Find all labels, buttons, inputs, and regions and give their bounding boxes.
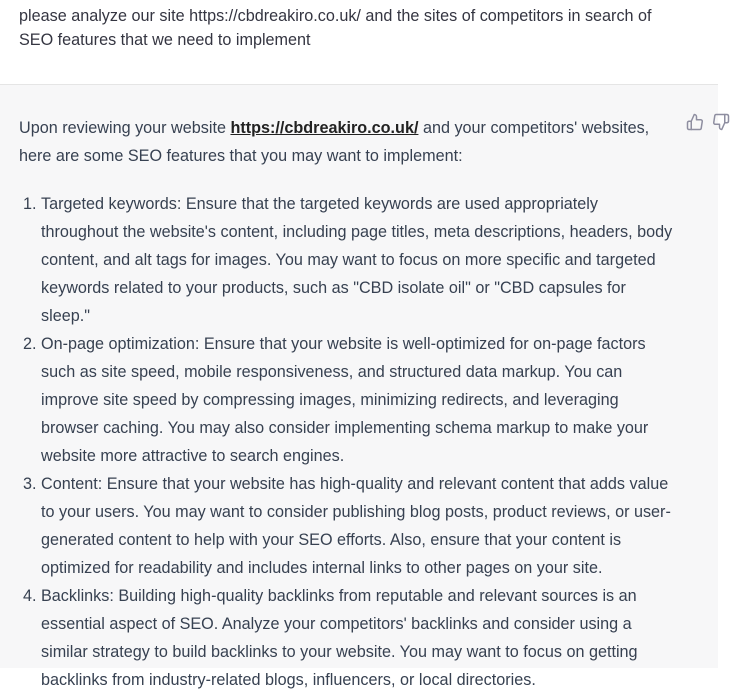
intro-text-start: Upon reviewing your website bbox=[19, 119, 231, 137]
user-message-text: please analyze our site https://cbdreakiro.co.uk/ and the sites of competitors in search of SEO features that we need to implement bbox=[19, 7, 652, 49]
thumbs-up-icon[interactable] bbox=[686, 113, 704, 131]
assistant-message bbox=[0, 85, 718, 689]
reply-intro bbox=[19, 114, 679, 170]
thumbs-down-icon[interactable] bbox=[712, 113, 730, 131]
intro-text-end: and your competitors' websites, here are some SEO features that you may want to implement: bbox=[19, 119, 650, 165]
user-message bbox=[0, 0, 718, 84]
list-item: 2. On-page optimization: Ensure that your website is well-optimized for on-page factors such as site speed, mobile responsiveness, and structured data markup. You can improve site speed by compressing images, minimizing redirects, and leveraging browser caching. You may also consider implementing schema markup to make your website more attractive to search engines. bbox=[41, 330, 679, 470]
seo-feature-list bbox=[19, 190, 679, 694]
list-item: 4. Backlinks: Building high-quality backlinks from reputable and relevant sources is an essential aspect of SEO. Analyze your competitors' backlinks and consider using a similar strategy to build backlinks to your website. You may want to focus on getting backlinks from industry-related blogs, influencers, or local directories. bbox=[41, 582, 679, 694]
assistant-reply bbox=[19, 114, 679, 694]
feedback-icons bbox=[678, 113, 718, 135]
list-item: 1. Targeted keywords: Ensure that the targeted keywords are used appropriately throughout the website's content, including page titles, meta descriptions, headers, body content, and alt tags for images. You may want to focus on more specific and targeted keywords related to your products, such as "CBD isolate oil" or "CBD capsules for sleep." bbox=[41, 190, 679, 330]
site-link[interactable]: https://cbdreakiro.co.uk/ bbox=[230, 119, 419, 137]
list-item: 3. Content: Ensure that your website has high-quality and relevant content that adds value to your users. You may want to consider publishing blog posts, product reviews, or user-generated content to help with your SEO efforts. Also, ensure that your content is optimized for readability and includes internal links to other pages on your site. bbox=[41, 470, 679, 582]
